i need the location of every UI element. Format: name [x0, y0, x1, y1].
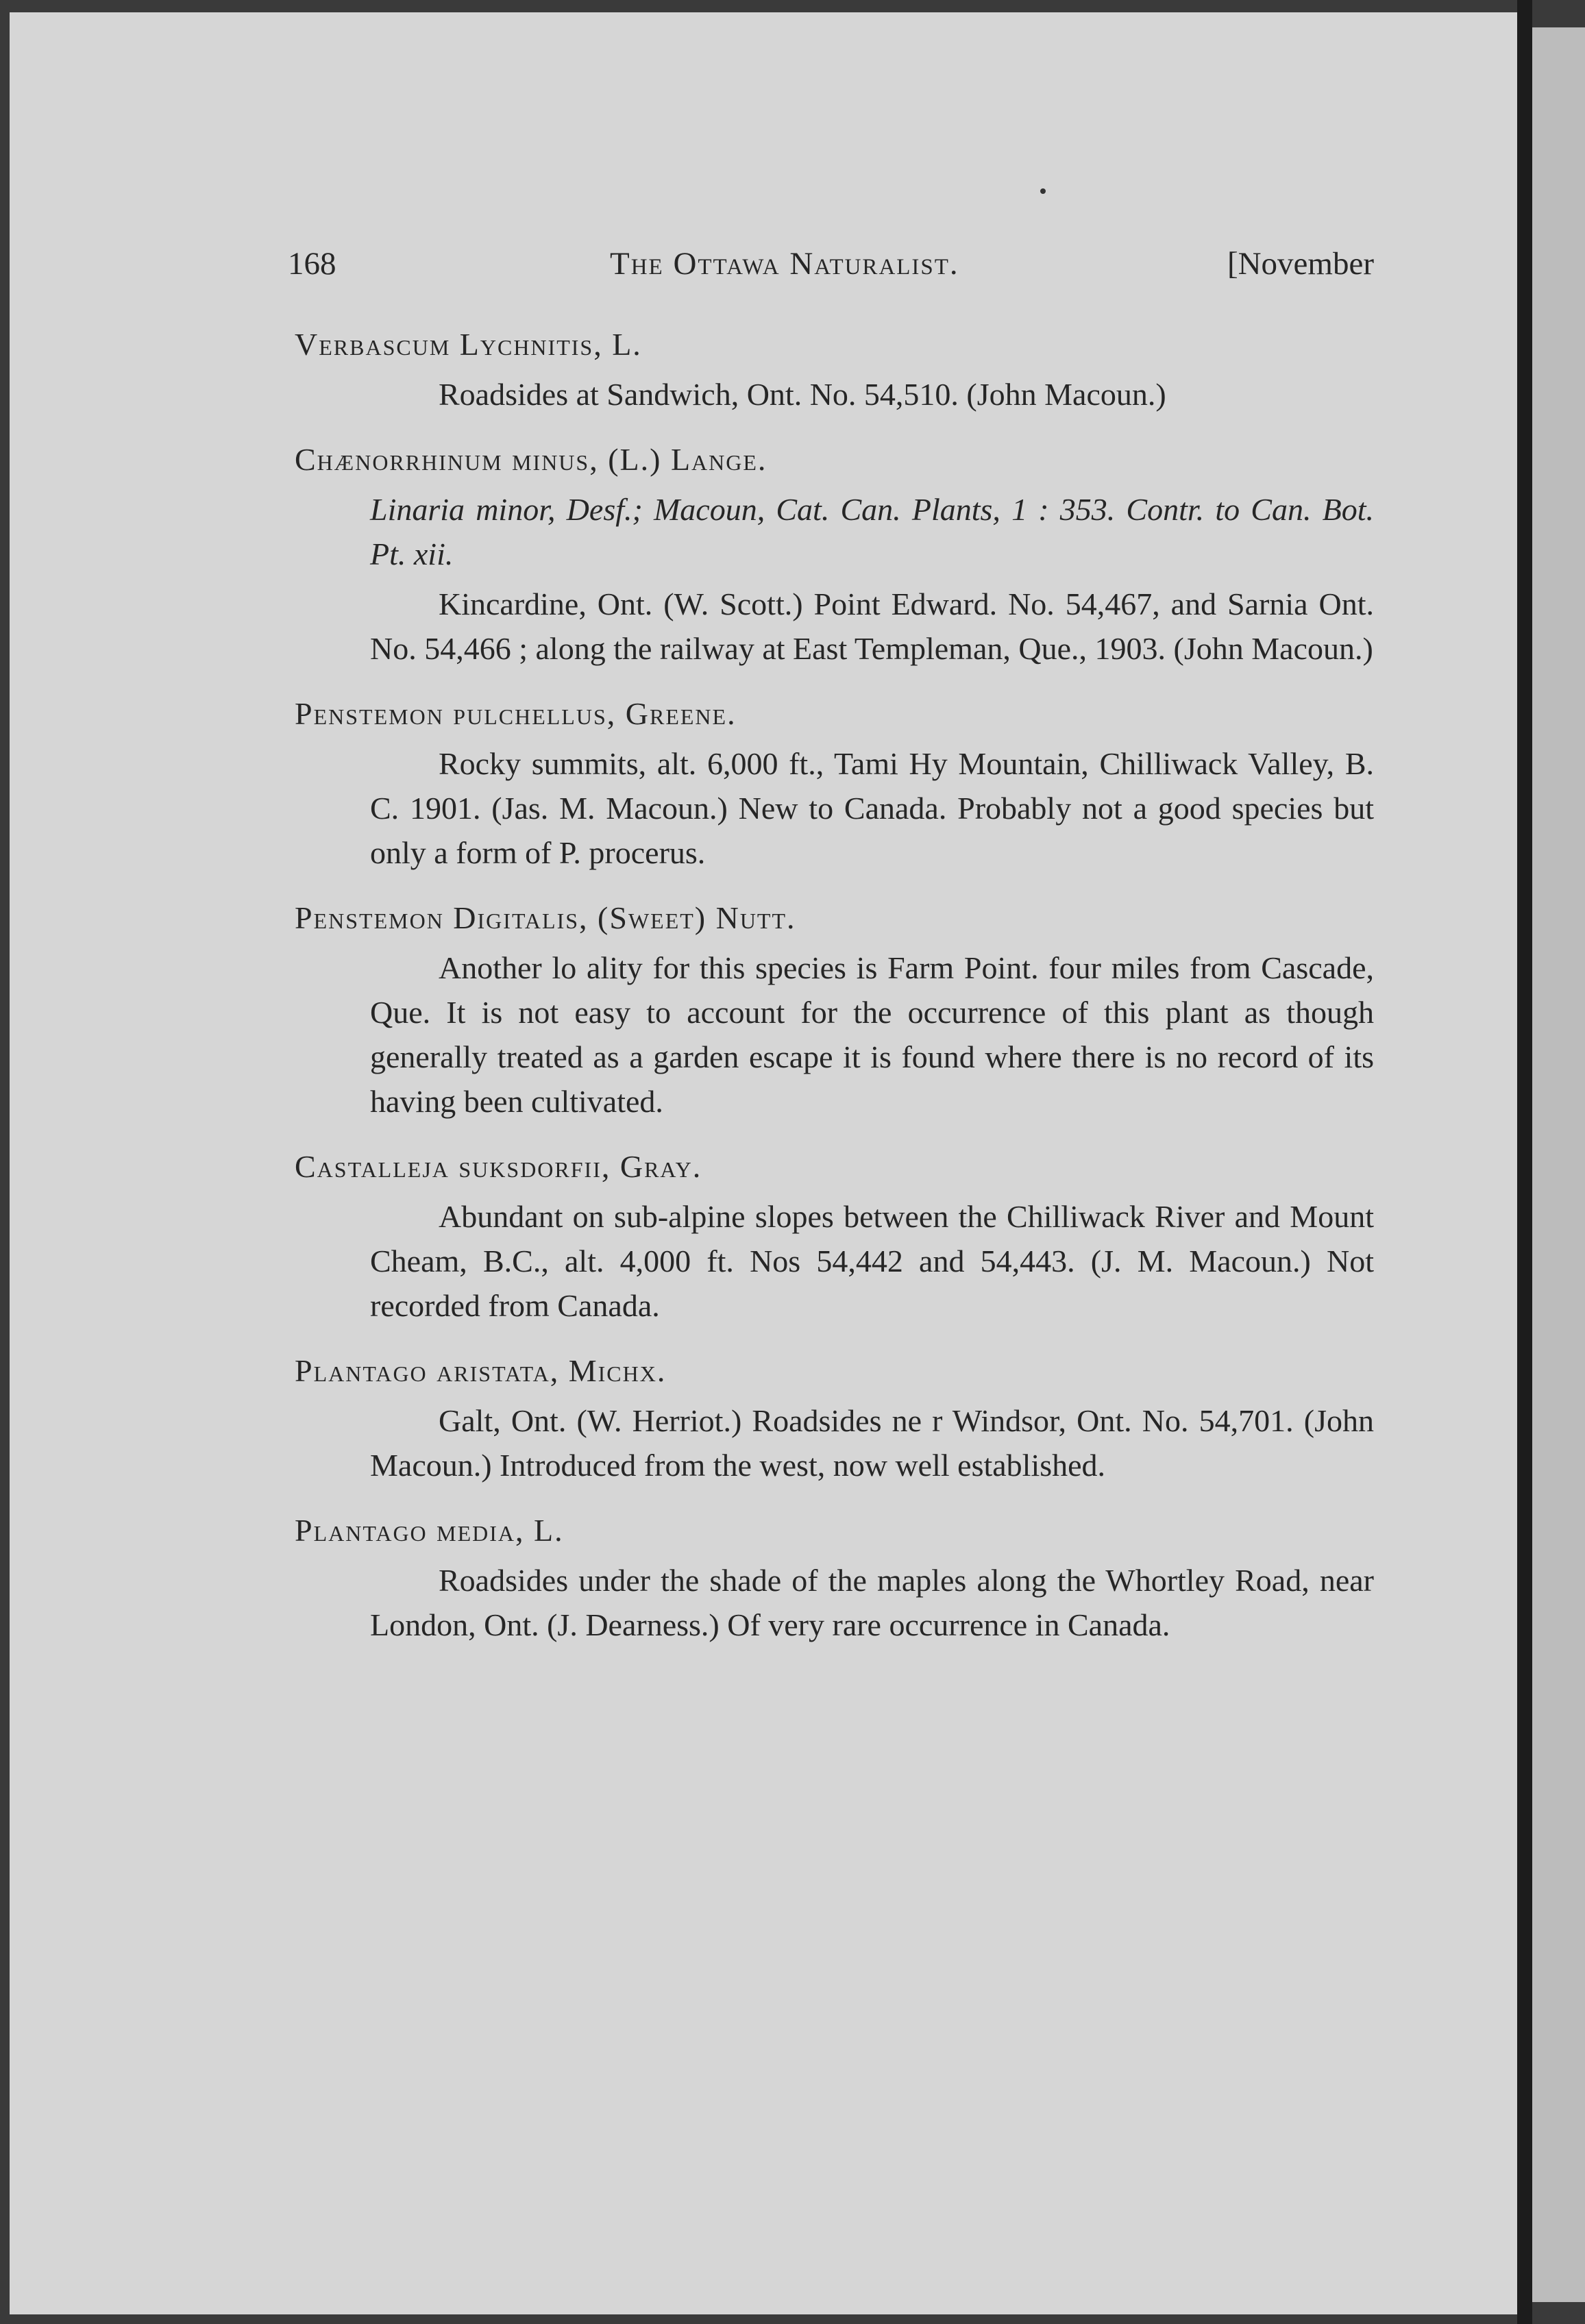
speck	[1040, 188, 1046, 194]
species-name: Plantago aristata, Michx.	[295, 1353, 667, 1388]
species-text: Roadsides under the shade of the maples along the Whortley Road, near London, Ont. (J. Dearness.) Of very rare occurrence in Canada.	[370, 1563, 1374, 1642]
species-text: Another lo ality for this species is Farm Point. four miles from Cascade, Que. It is not easy to account for the occurrence of this plant as though generally treated as a garden escape it is found where there is no record of its having been cultivated.	[370, 950, 1374, 1119]
species-name: Penstemon pulchellus, Greene.	[295, 696, 737, 731]
journal-title: The Ottawa Naturalist.	[610, 246, 959, 282]
species-name: Penstemon Digitalis, (Sweet) Nutt.	[295, 900, 796, 935]
species-text: Abundant on sub-alpine slopes between the Chilliwack River and Mount Cheam, B.C., alt. 4,000 ft. Nos 54,442 and 54,443. (J. M. Macoun.) Not recorded from Canada.	[370, 1199, 1374, 1323]
species-text: Roadsides at Sandwich, Ont. No. 54,510. (John Macoun.)	[439, 377, 1166, 412]
species-text: Kincardine, Ont. (W. Scott.) Point Edward. No. 54,467, and Sarnia Ont. No. 54,466 ; along the railway at East Templeman, Que., 1903. (John Macoun.)	[370, 586, 1374, 666]
running-header	[288, 245, 1374, 286]
species-text: Galt, Ont. (W. Herriot.) Roadsides ne r Windsor, Ont. No. 54,701. (John Macoun.) Introduced from the west, now well established.	[370, 1403, 1374, 1483]
page-number: 168	[288, 246, 336, 282]
species-list	[295, 322, 1374, 1647]
book-spine	[1517, 0, 1532, 2324]
synonym-text: Linaria minor, Desf.; Macoun, Cat. Can. Plants, 1 : 353. Contr. to Can. Bot. Pt. xii.	[370, 492, 1374, 571]
species-text: Rocky summits, alt. 6,000 ft., Tami Hy Mountain, Chilliwack Valley, B. C. 1901. (Jas. M. Macoun.) New to Canada. Probably not a good species but only a form of P. procerus.	[370, 746, 1374, 870]
species-name: Castalleja suksdorfii, Gray.	[295, 1149, 702, 1184]
next-page-edge	[1532, 27, 1585, 2302]
species-name: Chænorrhinum minus, (L.) Lange.	[295, 442, 767, 477]
species-name: Verbascum Lychnitis, L.	[295, 327, 642, 362]
species-name: Plantago media, L.	[295, 1513, 564, 1548]
issue-month: [November	[1227, 246, 1374, 282]
